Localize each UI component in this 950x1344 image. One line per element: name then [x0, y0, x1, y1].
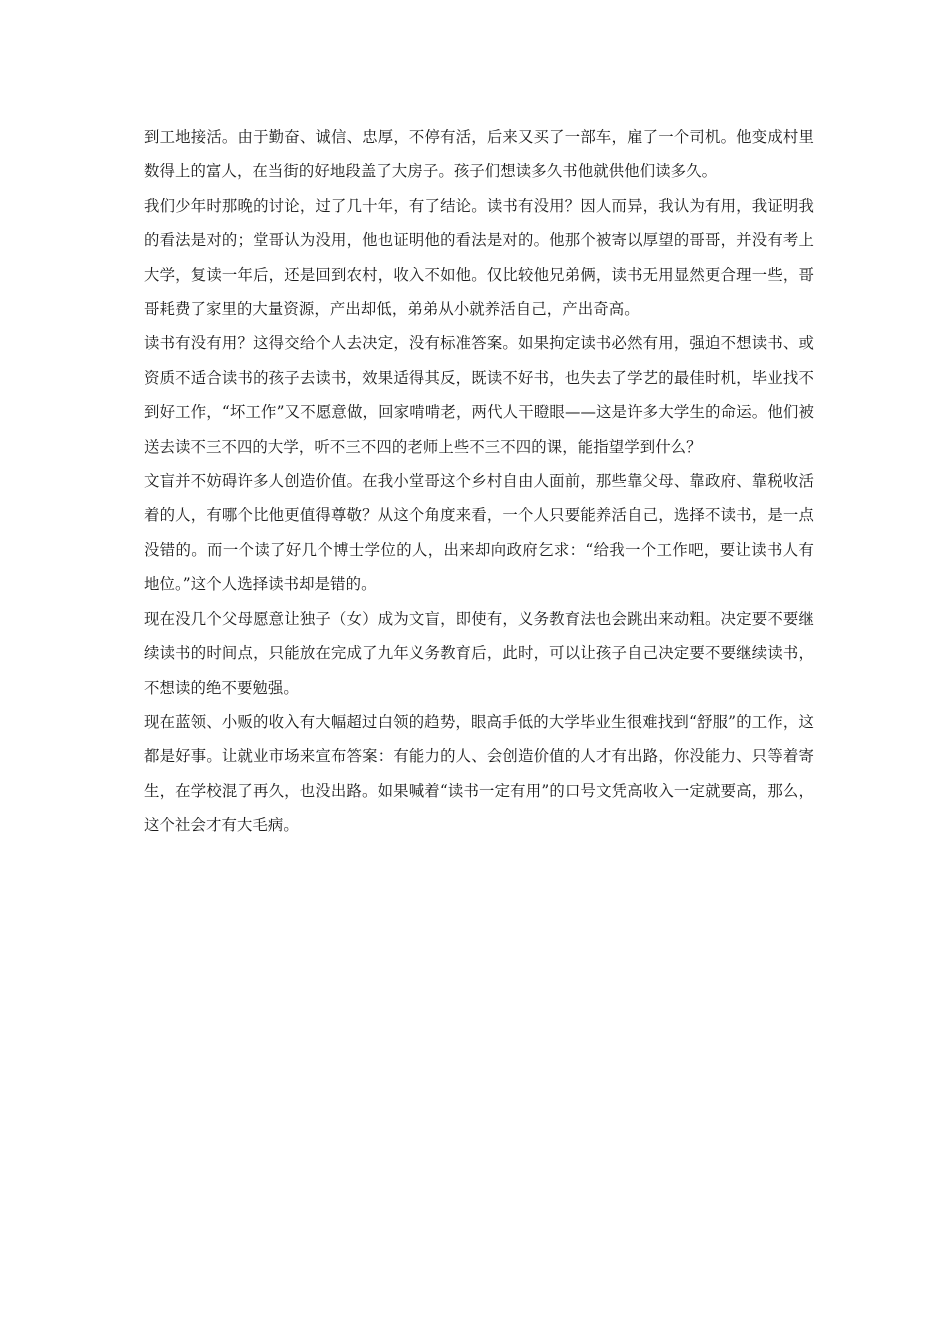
paragraph-1: 到工地接活。由于勤奋、诚信、忠厚，不停有活，后来又买了一部车，雇了一个司机。他变成村里数得上的富人，在当街的好地段盖了大房子。孩子们想读多久书他就供他们读多久。	[144, 128, 814, 181]
paragraph-3: 读书有没有用？这得交给个人去决定，没有标准答案。如果拘定读书必然有用，强迫不想读书、或资质不适合读书的孩子去读书，效果适得其反，既读不好书，也失去了学艺的最佳时机，毕业找不到好工作，“坏工作”又不愿意做，回家啃啃老，两代人干瞪眼——这是许多大学生的命运。他们被送去读不三不四的大学，听不三不四的老师上些不三不四的课，能指望学到什么？	[144, 334, 814, 456]
paragraph-6: 现在蓝领、小贩的收入有大幅超过白领的趋势，眼高手低的大学毕业生很难找到“舒服”的工作，这都是好事。让就业市场来宣布答案：有能力的人、会创造价值的人才有出路，你没能力、只等着寄生，在学校混了再久，也没出路。如果喊着“读书一定有用”的口号文凭高收入一定就要高，那么，这个社会才有大毛病。	[144, 712, 814, 835]
paragraph-2: 我们少年时那晚的讨论，过了几十年，有了结论。读书有没用？因人而异，我认为有用，我证明我的看法是对的；堂哥认为没用，他也证明他的看法是对的。他那个被寄以厚望的哥哥，并没有考上大学，复读一年后，还是回到农村，收入不如他。仅比较他兄弟俩，读书无用显然更合理一些，哥哥耗费了家里的大量资源，产出却低，弟弟从小就养活自己，产出奇高。	[144, 196, 814, 319]
paragraph-5: 现在没几个父母愿意让独子（女）成为文盲，即使有，义务教育法也会跳出来动粗。决定要不要继续读书的时间点，只能放在完成了九年义务教育后，此时，可以让孩子自己决定要不要继续读书，不想读的绝不要勉强。	[144, 609, 814, 697]
paragraph-4: 文盲并不妨碍许多人创造价值。在我小堂哥这个乡村自由人面前，那些靠父母、靠政府、靠税收活着的人，有哪个比他更值得尊敬？从这个角度来看，一个人只要能养活自己，选择不读书，是一点没错的。而一个读了好几个博士学位的人，出来却向政府乞求：“给我一个工作吧，要让读书人有地位。”这个人选择读书却是错的。	[144, 472, 814, 594]
article-body	[144, 120, 814, 843]
